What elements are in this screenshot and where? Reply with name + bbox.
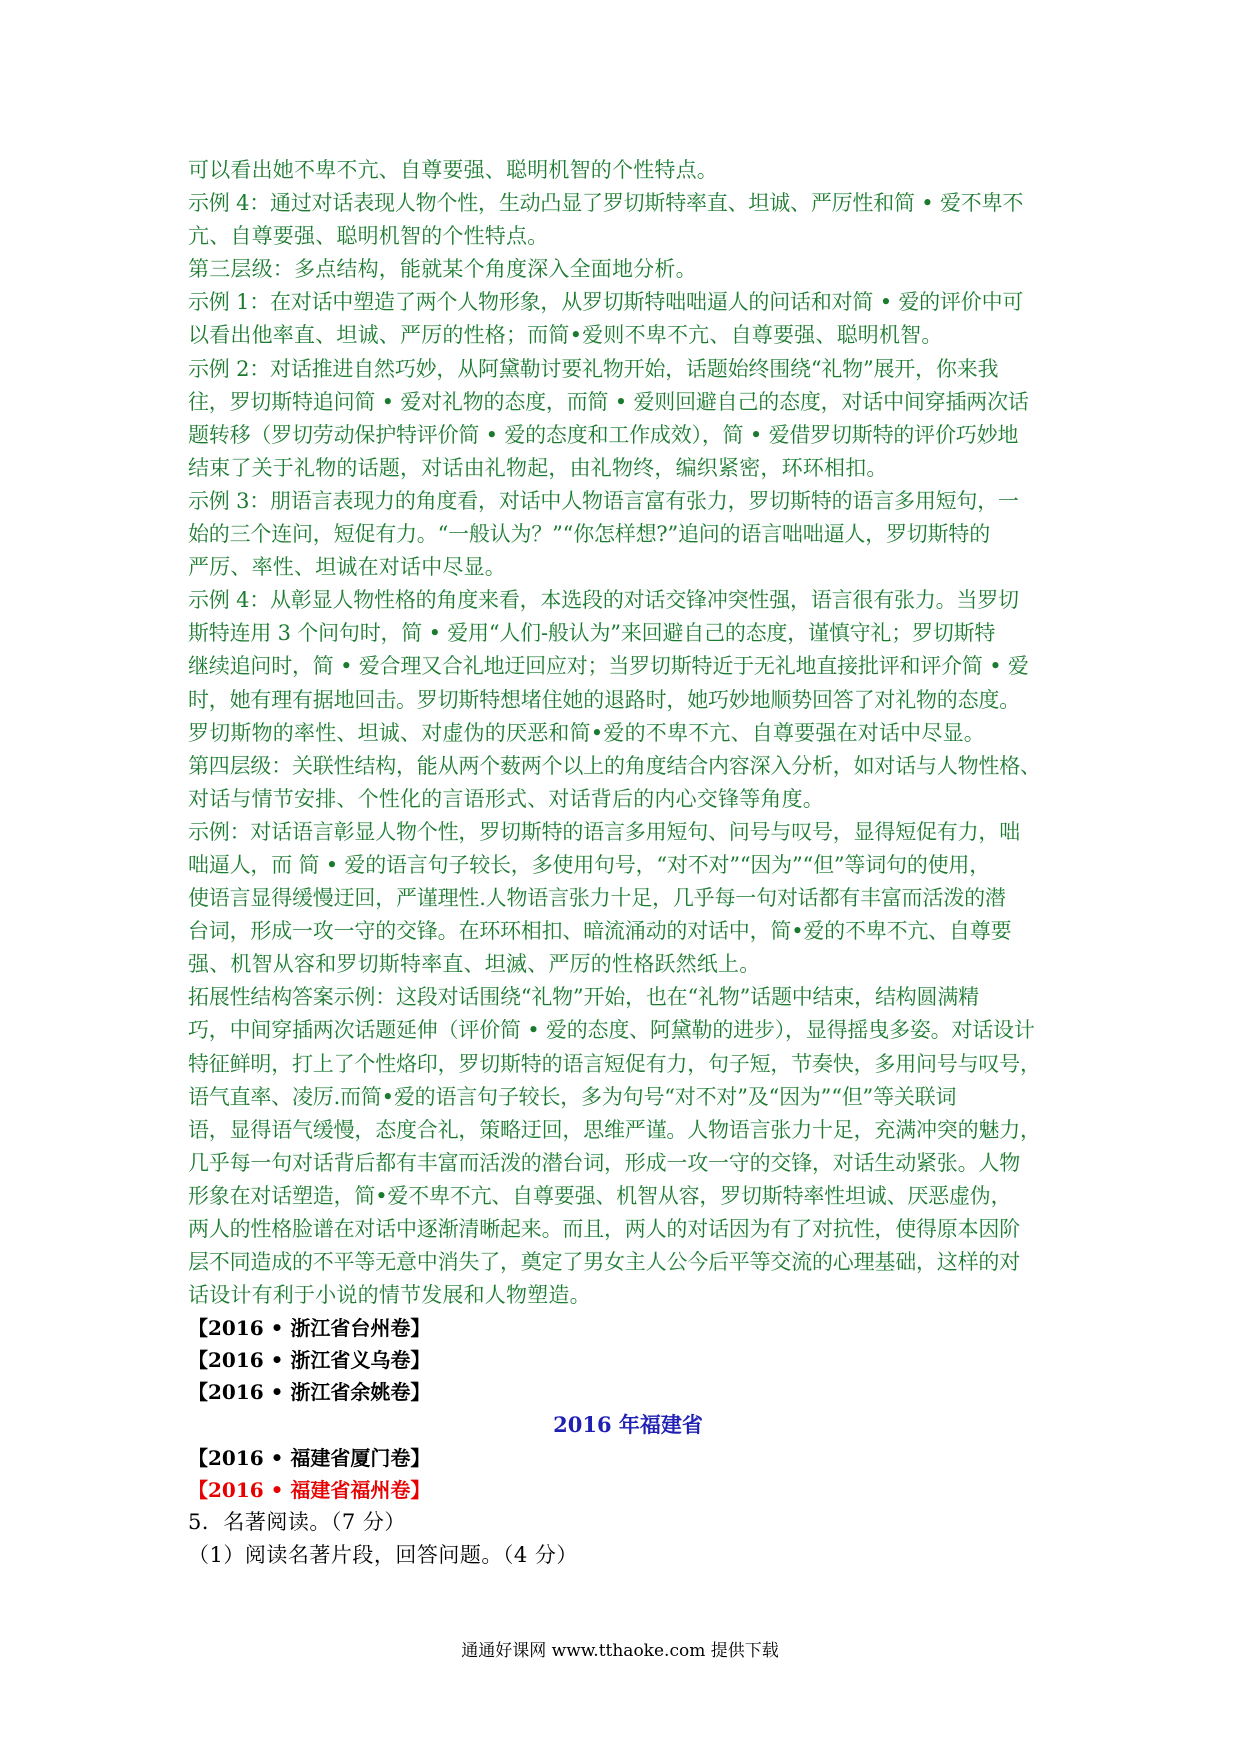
exam-source-header: 【2016 • 浙江省台州卷】 (188, 1316, 431, 1341)
answer-line: 第四层级：关联性结构，能从两个薮两个以上的角度结合内容深入分析，如对话与人物性格、 (188, 753, 1041, 778)
answer-line: 话设计有利于小说的情节发展和人物塑造。 (188, 1283, 591, 1308)
answer-line: 示例：对话语言彰显人物个性，罗切斯特的语言多用短句、问号与叹号，显得短促有力，咄 (188, 819, 1020, 844)
answer-line: 罗切斯物的率性、坦诚、对虚伪的厌恶和简•爱的不卑不亢、自尊要强在对话中尽显。 (188, 720, 985, 745)
answer-block (188, 154, 1068, 1312)
answer-line: 往，罗切斯特追问简 • 爱对礼物的态度，而简 • 爱则回避自己的态度，对话中间穿插两次话 (188, 389, 1029, 414)
answer-line: 巧，中间穿插两次话题延伸（评价简 • 爱的态度、阿黛勒的进步），显得摇曳多姿。对话设计 (188, 1018, 1035, 1043)
answer-line: 继续追问时，简 • 爱合理又合礼地迂回应对；当罗切斯特近于无礼地直接批评和评介简 • 爱 (188, 654, 1029, 679)
section-title: 2016 年福建省 (553, 1412, 703, 1438)
answer-line: 咄逼人，而 简 • 爱的语言句子较长，多使用句号，“对不对”“因为”“但”等词句的使用， (188, 852, 991, 877)
zhejiang-headers (188, 1312, 1068, 1408)
answer-line: 亢、自尊要强、聪明机智的个性特点。 (188, 224, 549, 249)
answer-line: 语，显得语气缓慢，态度合礼，策略迂回，思维严谨。人物语言张力十足，充满冲突的魅力， (188, 1117, 1041, 1142)
answer-line: 层不同造成的不平等无意中消失了，奠定了男女主人公今后平等交流的心理基础，这样的对 (188, 1250, 1020, 1275)
answer-line: 第三层级：多点结构，能就某个角度深入全面地分析。 (188, 257, 697, 282)
answer-line: 题转移（罗切劳动保护特评价简 • 爱的态度和工作成效），简 • 爱借罗切斯特的评价巧妙地 (188, 422, 1019, 447)
answer-line: 示例 2：对话推进自然巧妙，从阿黛勒讨要礼物开始，话题始终围绕“礼物”展开，你来我 (188, 356, 999, 381)
answer-line: 对话与情节安排、个性化的言语形式、对话背后的内心交锋等角度。 (188, 786, 824, 811)
answer-line: 几乎每一句对话背后都有丰富而活泼的潜台词，形成一攻一守的交锋，对话生动紧张。人物 (188, 1150, 1020, 1175)
answer-line: 使语言显得缓慢迂回，严谨理性.人物语言张力十足，几乎每一句对话都有丰富而活泼的潜 (188, 886, 1006, 911)
exam-source-header: 【2016 • 浙江省义乌卷】 (188, 1348, 431, 1373)
answer-line: 始的三个连问，短促有力。“一般认为？”“你怎样想?”追问的语言咄咄逼人，罗切斯特的 (188, 522, 990, 547)
fujian-headers (188, 1442, 1068, 1506)
answer-line: 台词，形成一攻一守的交锋。在环环相扣、暗流涌动的对话中，简•爱的不卑不亢、自尊要 (188, 919, 1012, 944)
answer-line: 拓展性结构答案示例：这段对话围绕“礼物”开始，也在“礼物”话题中结束，结构圆满精 (188, 985, 979, 1010)
answer-line: 特征鲜明，打上了个性烙印，罗切斯特的语言短促有力，句子短，节奏快，多用问号与叹号， (188, 1051, 1041, 1076)
answer-line: 严厉、率性、坦诚在对话中尽显。 (188, 555, 506, 580)
document-body (188, 154, 1068, 1572)
page-footer: 通通好课网 www.tthaoke.com 提供下载 (461, 1641, 779, 1661)
question-block (188, 1506, 1068, 1572)
answer-line: 两人的性格脸谱在对话中逐渐清晰起来。而且，两人的对话因为有了对抗性，使得原本因阶 (188, 1217, 1020, 1241)
answer-line: 强、机智从容和罗切斯特率直、坦滅、严厉的性格跃然纸上。 (188, 952, 761, 977)
exam-source-header: 【2016 • 浙江省余姚卷】 (188, 1380, 431, 1405)
answer-line: 以看出他率直、坦诚、严厉的性格；而简•爱则不卑不亢、自尊要强、聪明机智。 (188, 323, 943, 348)
answer-line: 示例 3：朋语言表现力的角度看，对话中人物语言富有张力，罗切斯特的语言多用短句，一 (188, 488, 1019, 513)
answer-line: 时，她有理有据地回击。罗切斯特想堵住她的退路时，她巧妙地顺势回答了对礼物的态度。 (188, 687, 1020, 712)
answer-line: 示例 1：在对话中塑造了两个人物形象，从罗切斯特咄咄逼人的问话和对简 • 爱的评价中可 (188, 290, 1024, 315)
answer-line: 示例 4：通过对话表现人物个性，生动凸显了罗切斯特率直、坦诚、严厉性和简 • 爱不卑不 (188, 191, 1024, 216)
question-title: 5．名著阅读。（7 分） (188, 1510, 406, 1535)
answer-line: 斯特连用 3 个问句时，简 • 爱用“人们-般认为”来回避自己的态度，谨慎守礼；罗切斯特 (188, 621, 996, 646)
answer-line: 示例 4：从彰显人物性格的角度来看，本选段的对话交锋冲突性强，语言很有张力。当罗切 (188, 588, 1019, 613)
answer-line: 语气直率、凌厉.而简•爱的语言句子较长，多为句号“对不对”及“因为”“但”等关联词 (188, 1084, 957, 1109)
question-subpart: （1）阅读名著片段，回答问题。（4 分） (188, 1543, 578, 1568)
exam-source-header-highlighted: 【2016 • 福建省福州卷】 (188, 1478, 431, 1503)
answer-line: 可以看出她不卑不亢、自尊要强、聪明机智的个性特点。 (188, 158, 718, 182)
answer-line: 结束了关于礼物的话题，对话由礼物起，由礼物终，编织紧密，环环相扣。 (188, 455, 888, 480)
exam-source-header: 【2016 • 福建省厦门卷】 (188, 1446, 431, 1471)
answer-line: 形象在对话塑造，简•爱不卑不亢、自尊要强、机智从容，罗切斯特率性坦诚、厌恶虚伪， (188, 1183, 1012, 1208)
